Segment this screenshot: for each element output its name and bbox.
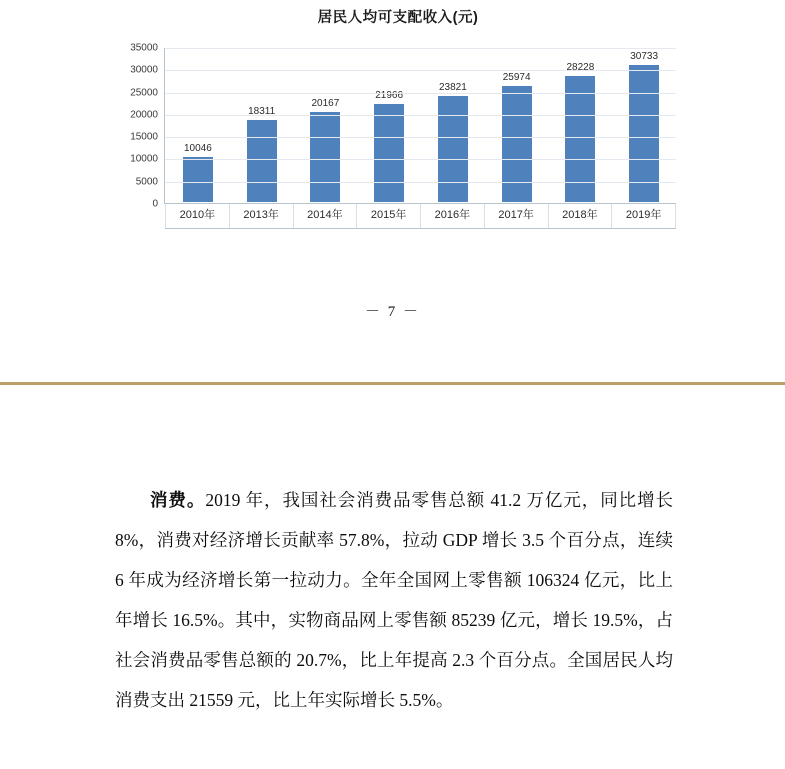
bar-value-label: 28228 xyxy=(566,62,595,74)
bar-value-label: 21966 xyxy=(375,90,404,102)
bar-value-label: 20167 xyxy=(311,98,340,110)
x-axis-tick-label: 2019年 xyxy=(612,204,676,228)
x-axis xyxy=(165,204,676,229)
y-axis xyxy=(118,42,162,210)
y-axis-tick-label: 25000 xyxy=(130,87,158,99)
x-axis-tick-label: 2018年 xyxy=(549,204,613,228)
paragraph-consumption xyxy=(115,480,673,720)
bar-value-label: 30733 xyxy=(630,51,659,63)
body-text-block xyxy=(115,480,673,720)
gridline xyxy=(165,137,676,138)
bar xyxy=(183,143,213,202)
page-number: － 7 － xyxy=(364,304,420,320)
bar xyxy=(247,106,277,202)
gridline xyxy=(165,159,676,160)
y-axis-tick-label: 20000 xyxy=(130,109,158,121)
gridline xyxy=(165,70,676,71)
x-axis-tick-label: 2010年 xyxy=(165,204,230,228)
bar xyxy=(438,81,468,202)
bar-value-label: 10046 xyxy=(183,143,212,155)
page-divider xyxy=(0,382,785,385)
y-axis-tick-label: 0 xyxy=(152,198,158,210)
y-axis-tick-label: 10000 xyxy=(130,153,158,165)
gridline xyxy=(165,115,676,116)
bar-value-label: 18311 xyxy=(248,106,276,118)
y-axis-tick-label: 5000 xyxy=(135,176,158,188)
chart-title: 居民人均可支配收入(元) xyxy=(317,10,479,26)
chart-container xyxy=(118,0,678,221)
paragraph-lead: 消费。 xyxy=(150,490,206,510)
bar-value-label: 23821 xyxy=(438,81,467,93)
x-axis-tick-label: 2015年 xyxy=(357,204,421,228)
y-axis-tick-label: 15000 xyxy=(130,131,158,143)
gridline xyxy=(165,48,676,49)
x-axis-tick-label: 2014年 xyxy=(294,204,358,228)
plot-region xyxy=(164,48,676,204)
x-axis-tick-label: 2017年 xyxy=(485,204,549,228)
y-axis-tick-label: 35000 xyxy=(130,42,158,54)
x-axis-tick-label: 2013年 xyxy=(230,204,294,228)
paragraph-body: 2019 年，我国社会消费品零售总额 41.2 万亿元，同比增长 8%，消费对经济增长贡献率 57.8%，拉动 GDP 增长 3.5 个百分点，连续 6 年成为经济增长第一拉动力。全年全国网上零售额 106324 亿元，比上年增长 16.5%。其中，实物商品网上零售额 85239 亿元，增长 19.5%，占社会消费品零售总额的 20.7%，比上年提高 2.3 个百分点。全国居民人均消费支出 21559 元，比上年实际增长 5.5%。 xyxy=(115,490,674,710)
x-axis-tick-label: 2016年 xyxy=(421,204,485,228)
gridline xyxy=(165,182,676,183)
bar xyxy=(565,62,595,202)
gridline xyxy=(165,93,676,94)
bar xyxy=(310,98,340,202)
y-axis-tick-label: 30000 xyxy=(130,64,158,76)
bar xyxy=(374,90,404,202)
bar-value-label: 25974 xyxy=(502,72,531,84)
chart-plot-area xyxy=(118,26,678,221)
bar xyxy=(502,72,532,202)
